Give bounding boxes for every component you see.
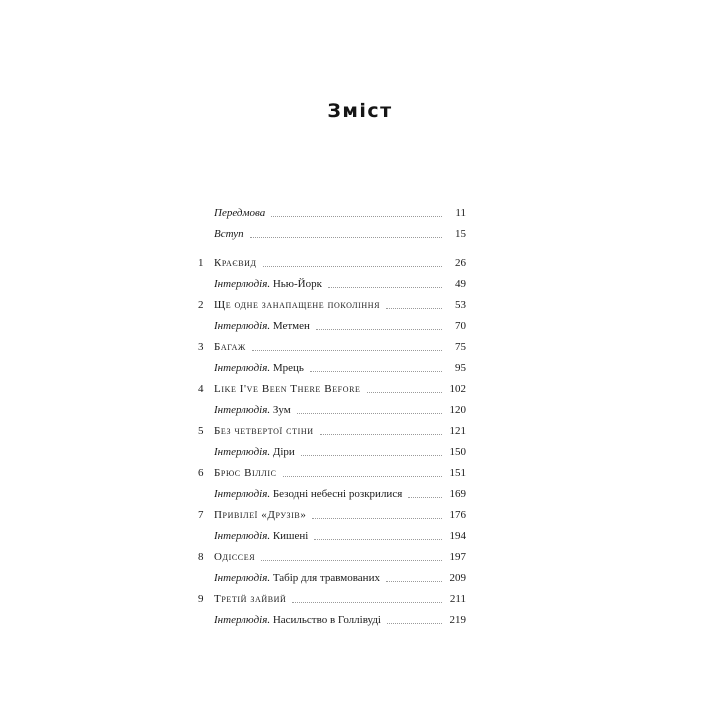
dot-leader	[328, 286, 442, 288]
dot-leader	[261, 559, 441, 561]
chapter-number: 6	[198, 467, 204, 479]
entry-title	[214, 547, 261, 568]
entry-title	[214, 484, 408, 505]
entry-title-text: Табір для травмованих	[270, 572, 380, 584]
toc-entry[interactable]	[198, 421, 466, 442]
toc-entry[interactable]	[198, 337, 466, 358]
page-number: 151	[449, 467, 466, 479]
dot-leader	[386, 307, 442, 309]
toc-entry[interactable]	[198, 274, 466, 295]
entry-title-text: Насильство в Голлівуді	[270, 614, 381, 626]
entry-title-text: Без четвертої стіни	[214, 425, 314, 437]
entry-title	[214, 421, 320, 442]
page-number: 53	[455, 299, 466, 311]
toc-entry[interactable]	[198, 379, 466, 400]
chapter-number: 4	[198, 383, 204, 395]
page-number: 121	[449, 425, 466, 437]
chapter-number: 2	[198, 299, 204, 311]
dot-leader	[320, 433, 442, 435]
entry-title-text: Багаж	[214, 341, 246, 353]
chapter-number: 1	[198, 257, 204, 269]
dot-leader	[250, 236, 442, 238]
page-number: 209	[449, 572, 466, 584]
page-number: 15	[455, 228, 466, 240]
interlude-label: Інтерлюдія.	[214, 320, 271, 332]
toc-entry[interactable]	[198, 442, 466, 463]
page-number: 150	[449, 446, 466, 458]
entry-title	[214, 316, 316, 337]
toc-entry[interactable]	[198, 295, 466, 316]
page-number: 49	[455, 278, 466, 290]
dot-leader	[316, 328, 442, 330]
interlude-label: Інтерлюдія.	[214, 614, 271, 626]
entry-title	[214, 358, 310, 379]
dot-leader	[292, 601, 442, 603]
entry-title	[214, 568, 386, 589]
entry-title-text: Одіссея	[214, 551, 256, 563]
interlude-label: Інтерлюдія.	[214, 362, 271, 374]
entry-title	[214, 610, 387, 631]
page-number: 219	[449, 614, 466, 626]
page-number: 26	[455, 257, 466, 269]
entry-title-text: Третій зайвий	[214, 593, 287, 605]
entry-title	[214, 379, 367, 400]
dot-leader	[301, 454, 442, 456]
page-number: 11	[455, 207, 466, 219]
entry-title	[214, 337, 252, 358]
entry-title-text: Кишені	[270, 530, 309, 542]
entry-title	[214, 505, 312, 526]
dot-leader	[408, 496, 441, 498]
entry-title	[214, 295, 386, 316]
entry-title-text: Мрець	[270, 362, 304, 374]
toc-entry[interactable]	[198, 547, 466, 568]
entry-title-text: Нью-Йорк	[270, 278, 322, 290]
entry-title-text: Передмова	[214, 207, 266, 219]
entry-title-text: Діри	[270, 446, 295, 458]
entry-title	[214, 253, 263, 274]
entry-title-text: Like I've Been There Before	[214, 383, 361, 395]
page-number: 176	[449, 509, 466, 521]
dot-leader	[263, 265, 442, 267]
page-number: 211	[449, 593, 466, 605]
entry-title-text: Краєвид	[214, 257, 257, 269]
entry-title-text: Брюс Вілліс	[214, 467, 277, 479]
entry-title-text: Вступ	[214, 228, 244, 240]
entry-title	[214, 224, 250, 245]
interlude-label: Інтерлюдія.	[214, 488, 271, 500]
toc-entry[interactable]	[198, 400, 466, 421]
chapter-number: 3	[198, 341, 204, 353]
dot-leader	[314, 538, 441, 540]
toc-entry[interactable]	[198, 505, 466, 526]
page-title: Зміст	[327, 100, 393, 122]
dot-leader	[297, 412, 442, 414]
toc-entry[interactable]	[198, 568, 466, 589]
entry-title	[214, 274, 328, 295]
entry-title-text: Метмен	[270, 320, 310, 332]
table-of-contents	[198, 203, 466, 631]
toc-entry[interactable]	[198, 316, 466, 337]
toc-entry[interactable]	[198, 610, 466, 631]
entry-title	[214, 400, 297, 421]
toc-entry[interactable]	[198, 224, 466, 245]
entry-title	[214, 203, 271, 224]
page-number: 197	[449, 551, 466, 563]
interlude-label: Інтерлюдія.	[214, 278, 271, 290]
dot-leader	[367, 391, 442, 393]
dot-leader	[386, 580, 442, 582]
chapter-number: 5	[198, 425, 204, 437]
toc-entry[interactable]	[198, 463, 466, 484]
dot-leader	[252, 349, 442, 351]
interlude-label: Інтерлюдія.	[214, 404, 271, 416]
chapter-number: 7	[198, 509, 204, 521]
page-number: 194	[449, 530, 466, 542]
dot-leader	[310, 370, 442, 372]
dot-leader	[312, 517, 441, 519]
interlude-label: Інтерлюдія.	[214, 446, 271, 458]
toc-entry[interactable]	[198, 253, 466, 274]
page-number: 102	[449, 383, 466, 395]
entry-title	[214, 526, 314, 547]
page-number: 120	[449, 404, 466, 416]
entry-title-text: Ще одне занапащене покоління	[214, 299, 381, 311]
dot-leader	[271, 215, 442, 217]
interlude-label: Інтерлюдія.	[214, 530, 271, 542]
toc-entry[interactable]	[198, 203, 466, 224]
entry-title-text: Привілеї «Друзів»	[214, 509, 307, 521]
entry-title	[214, 589, 292, 610]
interlude-label: Інтерлюдія.	[214, 572, 271, 584]
entry-title-text: Зум	[270, 404, 291, 416]
dot-leader	[387, 622, 442, 624]
page-number: 95	[455, 362, 466, 374]
toc-entry[interactable]	[198, 526, 466, 547]
toc-entry[interactable]	[198, 589, 466, 610]
chapter-number: 8	[198, 551, 204, 563]
toc-entry[interactable]	[198, 358, 466, 379]
page-number: 169	[449, 488, 466, 500]
entry-title	[214, 442, 301, 463]
page-number: 75	[455, 341, 466, 353]
dot-leader	[283, 475, 442, 477]
toc-entry[interactable]	[198, 484, 466, 505]
chapter-number: 9	[198, 593, 204, 605]
entry-title-text: Безодні небесні розкрилися	[270, 488, 403, 500]
entry-title	[214, 463, 283, 484]
page-number: 70	[455, 320, 466, 332]
